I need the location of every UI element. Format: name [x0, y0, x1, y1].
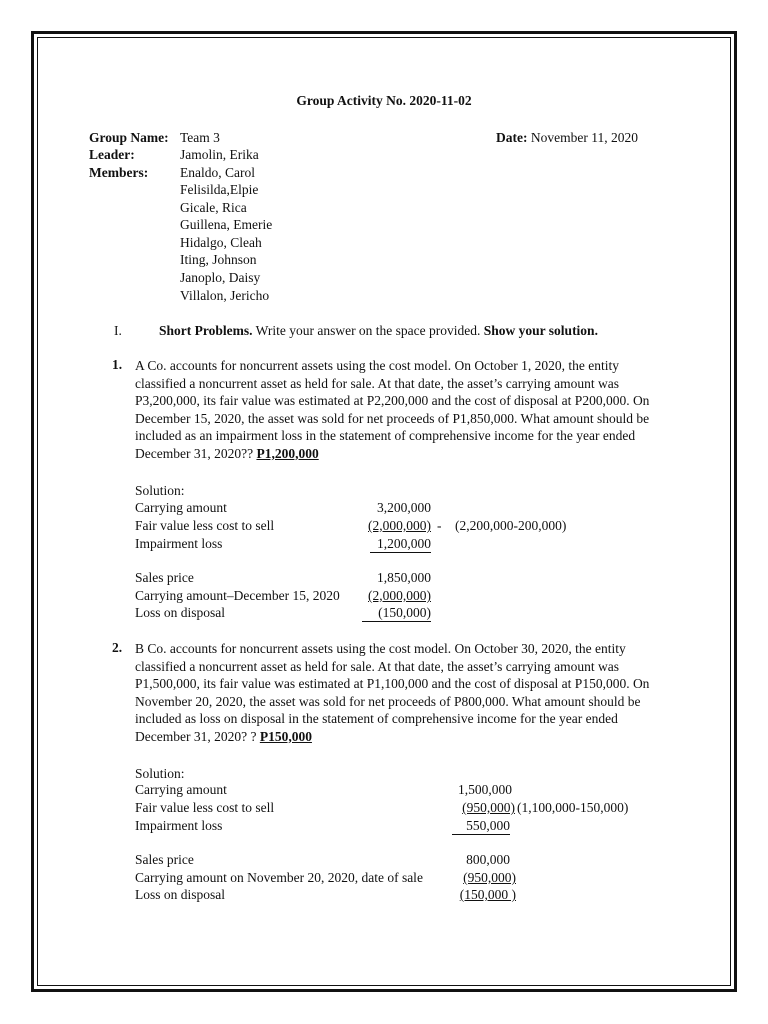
solution-row-note: - (2,200,000-200,000) [437, 518, 567, 533]
members-label: Members: [89, 165, 149, 180]
problem-question: A Co. accounts for noncurrent assets using the cost model. On October 1, 2020, the entity classified a noncurrent asset as held for sale. At that date, the asset’s carrying amount was P3,200,000, its fair value was estimated at P2,200,000 and the cost of disposal at P200,000. On December 15, 2020, the asset was sold for net proceeds of P1,850,000. What amount should be included as an impairment loss in the statement of comprehensive income for the year ended December 31, 2020?? [135, 358, 650, 461]
member-name: Enaldo, Carol [180, 165, 255, 180]
leader-name: Jamolin, Erika [180, 147, 259, 162]
date-line [496, 129, 638, 146]
solution-row-value: (2,000,000) [368, 518, 431, 533]
solution-row-value: 1,850,000 [377, 570, 431, 585]
solution-row-label: Sales price [135, 852, 194, 867]
solution-row-value: (950,000) [463, 870, 516, 885]
solution-label: Solution: [135, 483, 185, 498]
solution-row-value: 800,000 [466, 852, 510, 867]
date-label: Date: [496, 130, 528, 145]
solution-row-value: (2,000,000) [368, 588, 431, 603]
group-name-label: Group Name: [89, 130, 169, 145]
solution-row-label: Sales price [135, 570, 194, 585]
solution-row-value: (150,000) [362, 604, 431, 622]
member-name: Felisilda,Elpie [180, 182, 259, 197]
problem-answer: P150,000 [259, 728, 312, 744]
solution-row-label: Carrying amount–December 15, 2020 [135, 588, 340, 603]
problem-text [135, 640, 665, 745]
problem-text [135, 357, 665, 462]
member-name: Janoplo, Daisy [180, 270, 261, 285]
date-value: November 11, 2020 [530, 130, 638, 145]
leader-label: Leader: [89, 147, 135, 162]
solution-row-label: Impairment loss [135, 818, 223, 833]
section-emphasis: Show your solution. [483, 323, 598, 338]
solution-row-label: Fair value less cost to sell [135, 518, 275, 533]
member-name: Guillena, Emerie [180, 217, 273, 232]
solution-row-label: Loss on disposal [135, 605, 226, 620]
solution-row-label: Carrying amount on November 20, 2020, date of sale [135, 870, 423, 885]
page-title: Group Activity No. 2020-11-02 [296, 93, 472, 108]
solution-row-value: 3,200,000 [377, 500, 431, 515]
problem-answer: P1,200,000 [256, 445, 319, 461]
member-name: Villalon, Jericho [180, 288, 270, 303]
section-instruction: Write your answer on the space provided. [255, 323, 481, 338]
problem-number: 1. [112, 357, 123, 372]
member-name: Gicale, Rica [180, 200, 247, 215]
solution-row-value: 550,000 [452, 817, 510, 835]
solution-row-value: (950,000) [462, 800, 515, 815]
section-numeral: I. [114, 323, 122, 338]
solution-row-note: (1,100,000-150,000) [517, 800, 629, 815]
solution-row-label: Fair value less cost to sell [135, 800, 275, 815]
problem-question: B Co. accounts for noncurrent assets using the cost model. On October 30, 2020, the entity classified a noncurrent asset as held for sale. At that date, the asset’s carrying amount was P1,500,000, its fair value was estimated at P1,100,000 and the cost of disposal at P150,000. On November 20, 2020, the asset was sold for net proceeds of P800,000. What amount should be included as loss on disposal in the statement of comprehensive income for the year ended December 31, 2020? ? [135, 641, 650, 744]
solution-row-label: Impairment loss [135, 536, 223, 551]
problem-number: 2. [112, 640, 123, 655]
solution-row-value: 1,500,000 [458, 782, 512, 797]
solution-row-label: Carrying amount [135, 500, 227, 515]
solution-label: Solution: [135, 766, 185, 781]
solution-row-value: 1,200,000 [370, 535, 431, 553]
section-heading: Short Problems. [159, 323, 253, 338]
member-name: Iting, Johnson [180, 252, 257, 267]
solution-row-value: (150,000 ) [459, 887, 516, 902]
section-heading-line [159, 322, 598, 339]
group-name: Team 3 [180, 130, 220, 145]
solution-row-label: Carrying amount [135, 782, 227, 797]
member-name: Hidalgo, Cleah [180, 235, 262, 250]
solution-row-label: Loss on disposal [135, 887, 226, 902]
